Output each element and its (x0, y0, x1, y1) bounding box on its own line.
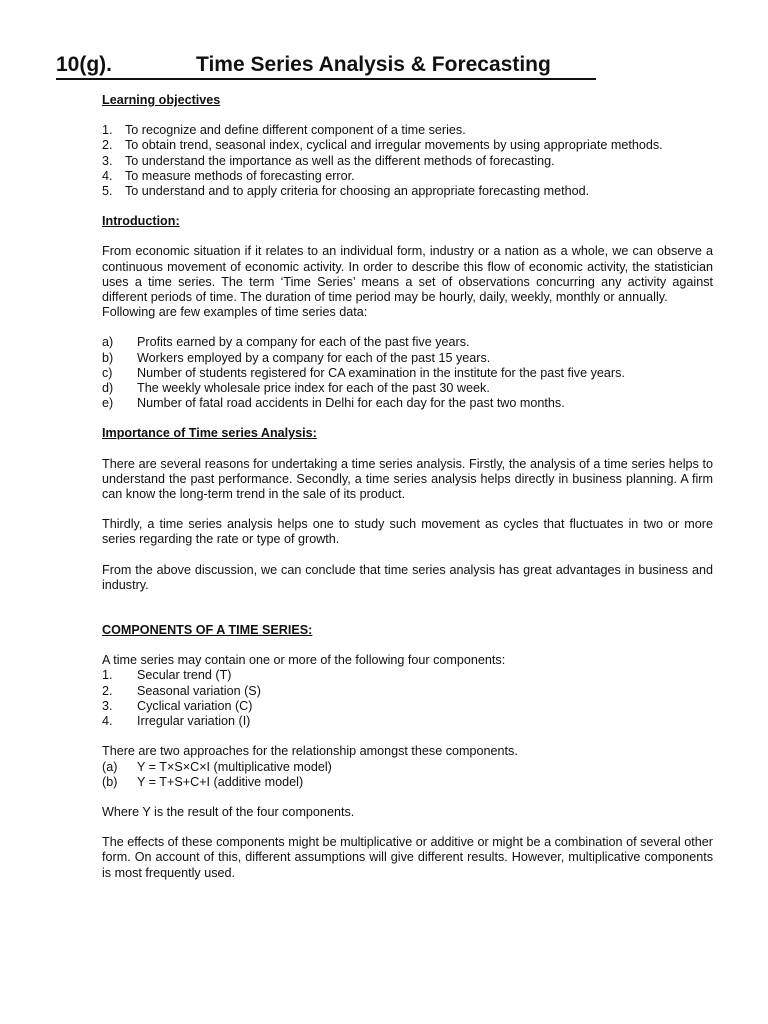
where-paragraph: Where Y is the result of the four components. (102, 804, 355, 819)
list-item (102, 714, 713, 729)
document-body (102, 93, 713, 881)
list-text: Profits earned by a company for each of the past five years. (137, 335, 470, 350)
approaches-lead: There are two approaches for the relationship amongst these components. (102, 744, 518, 759)
components-heading: COMPONENTS OF A TIME SERIES: (102, 623, 313, 638)
list-text: To recognize and define different component of a time series. (125, 123, 466, 138)
introduction-paragraph: From economic situation if it relates to an individual form, industry or a nation as a whole, we can observe a continuous movement of economic activity. In order to describe this flow of economic activity, the statistician uses a time series. The term ‘Time Series’ means a set of observations concurring any activity against different periods of time. The duration of time period may be hourly, daily, weekly, monthly or annually. (102, 244, 713, 305)
components-lead: A time series may contain one or more of the following four components: (102, 653, 506, 668)
list-item (102, 154, 713, 169)
section-number: 10(g). (56, 53, 113, 76)
list-item (102, 760, 713, 775)
list-item (102, 396, 713, 411)
examples-list (102, 335, 713, 411)
list-item (102, 684, 713, 699)
list-text: Workers employed by a company for each of the past 15 years. (137, 350, 491, 365)
list-item (102, 381, 713, 396)
list-item (102, 335, 713, 350)
list-text: To measure methods of forecasting error. (125, 168, 355, 183)
list-item (102, 184, 713, 199)
list-text: Cyclical variation (C) (137, 698, 253, 713)
importance-paragraph-3: From the above discussion, we can conclude that time series analysis has great advantages in business and industry. (102, 562, 713, 592)
list-marker: c) (102, 365, 113, 380)
list-marker: 1. (102, 123, 113, 138)
learning-objectives-list (102, 123, 713, 199)
page-title (56, 52, 596, 80)
list-item (102, 351, 713, 366)
list-marker: a) (102, 335, 114, 350)
list-marker: 1. (102, 668, 113, 683)
list-item (102, 668, 713, 683)
list-text: Y = T×S×C×I (multiplicative model) (137, 759, 332, 774)
list-text: Number of fatal road accidents in Delhi for each day for the past two months. (137, 396, 565, 411)
list-text: To obtain trend, seasonal index, cyclical and irregular movements by using appropriate methods. (125, 138, 663, 153)
learning-objectives-heading: Learning objectives (102, 93, 221, 107)
list-text: To understand and to apply criteria for choosing an appropriate forecasting method. (125, 184, 590, 199)
list-text: Number of students registered for CA examination in the institute for the past five years. (137, 365, 625, 380)
examples-lead: Following are few examples of time series data: (102, 305, 368, 320)
importance-heading: Importance of Time series Analysis: (102, 426, 317, 441)
list-text: To understand the importance as well as the different methods of forecasting. (125, 153, 555, 168)
list-text: Secular trend (T) (137, 668, 232, 683)
list-marker: e) (102, 396, 114, 411)
importance-paragraph-1: There are several reasons for undertaking a time series analysis. Firstly, the analysis of a time series helps to understand the past performance. Secondly, a time series analysis helps directly in business planning. A firm can know the long-term trend in the sale of its product. (102, 456, 713, 502)
list-marker: 2. (102, 683, 113, 698)
list-marker: 4. (102, 168, 113, 183)
importance-paragraph-2: Thirdly, a time series analysis helps one to study such movement as cycles that fluctuates in two or more series regarding the rate or type of growth. (102, 517, 713, 547)
introduction-heading: Introduction: (102, 214, 180, 229)
list-marker: 3. (102, 698, 113, 713)
list-marker: 4. (102, 714, 113, 729)
list-marker: (a) (102, 759, 118, 774)
list-marker: 5. (102, 184, 113, 199)
list-text: Y = T+S+C+I (additive model) (137, 774, 304, 789)
list-text: The weekly wholesale price index for each of the past 30 week. (137, 381, 490, 396)
list-item (102, 366, 713, 381)
list-marker: 3. (102, 153, 113, 168)
list-marker: (b) (102, 774, 118, 789)
list-marker: 2. (102, 138, 113, 153)
list-item (102, 169, 713, 184)
list-item (102, 123, 713, 138)
section-title: Time Series Analysis & Forecasting (196, 53, 551, 76)
components-list (102, 668, 713, 729)
list-text: Seasonal variation (S) (137, 683, 261, 698)
list-marker: d) (102, 381, 114, 396)
effects-paragraph: The effects of these components might be multiplicative or additive or might be a combination of several other form. On account of this, different assumptions will give different results. However, multiplicative components is most frequently used. (102, 835, 713, 880)
list-item (102, 699, 713, 714)
list-marker: b) (102, 350, 114, 365)
list-text: Irregular variation (I) (137, 714, 251, 729)
models-list (102, 760, 713, 790)
list-item (102, 775, 713, 790)
list-item (102, 138, 713, 153)
